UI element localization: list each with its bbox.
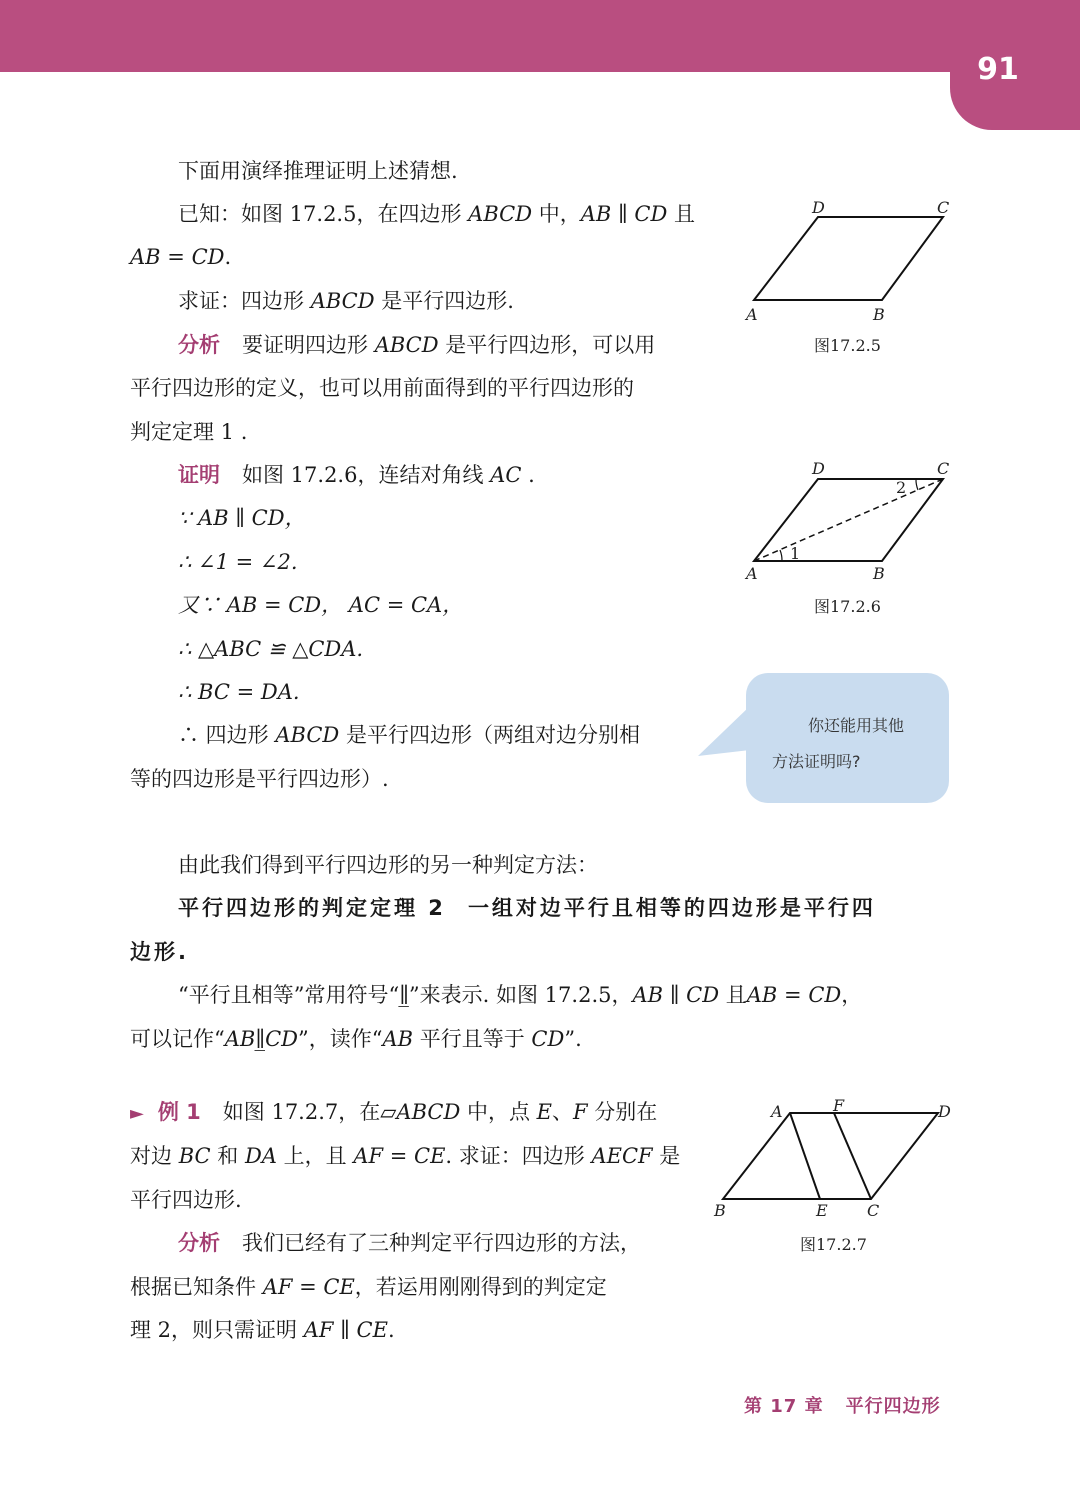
theorem-2-line: 平行四边形的判定定理 2 一组对边平行且相等的四边形是平行四 xyxy=(178,896,876,920)
caption-17-2-7: 图17.2.7 xyxy=(800,1235,867,1254)
caption-17-2-6: 图17.2.6 xyxy=(814,597,881,616)
label-A: A xyxy=(746,305,758,324)
segment-ae xyxy=(790,1113,820,1199)
chapter-title: 平行四边形 xyxy=(845,1396,941,1417)
proof-heading-line: 证明 如图 17.2.6，连结对角线 AC . xyxy=(178,463,535,487)
parallel-equal-symbol: ∥̲ xyxy=(399,983,409,1007)
label-D: D xyxy=(938,1102,951,1121)
figure-17-2-6 xyxy=(730,455,970,590)
proof-label: 证明 xyxy=(178,463,220,487)
angle-arc-1 xyxy=(780,550,782,561)
parallelogram-abcd xyxy=(754,217,943,300)
page-number-tab xyxy=(950,0,1080,130)
label-E: E xyxy=(816,1201,828,1220)
example-marker: ► xyxy=(130,1103,144,1124)
prove-line: 求证：四边形 ABCD 是平行四边形. xyxy=(178,289,514,313)
example-analysis-line-3: 理 2，则只需证明 AF ∥ CE. xyxy=(130,1318,395,1342)
figure-17-2-7 xyxy=(705,1095,965,1225)
example-1-label: 例 1 xyxy=(157,1100,201,1124)
bubble-line-2: 方法证明吗? xyxy=(772,752,861,771)
analysis-line-2: 平行四边形的定义，也可以用前面得到的平行四边形的 xyxy=(130,376,634,400)
intro-line: 下面用演绎推理证明上述猜想. xyxy=(178,159,458,183)
analysis-label: 分析 xyxy=(178,333,220,357)
label-D: D xyxy=(812,459,825,478)
hint-bubble xyxy=(746,673,949,803)
theorem-2-line-2: 边形. xyxy=(130,940,189,964)
proof-step-2: ∴ ∠1 = ∠2. xyxy=(178,550,298,574)
label-angle-1: 1 xyxy=(790,544,801,563)
analysis-line-3: 判定定理 1 . xyxy=(130,420,248,444)
proof-step-6: ∴ 四边形 ABCD 是平行四边形（两组对边分别相 xyxy=(178,723,640,747)
analysis-label: 分析 xyxy=(178,1231,220,1255)
label-angle-2: 2 xyxy=(896,478,907,497)
proof-step-6-cont: 等的四边形是平行四边形）. xyxy=(130,767,389,791)
given-line-2: AB = CD. xyxy=(130,245,232,269)
proof-step-4: ∴ △ABC ≌ △CDA. xyxy=(178,637,364,661)
figure-17-2-5 xyxy=(730,195,970,330)
angle-arc-2 xyxy=(916,479,918,490)
chapter-number: 第 17 章 xyxy=(744,1396,824,1417)
label-D: D xyxy=(812,198,825,217)
analysis-line: 分析 要证明四边形 ABCD 是平行四边形，可以用 xyxy=(178,333,656,357)
example-analysis-line: 分析 我们已经有了三种判定平行四边形的方法， xyxy=(178,1231,641,1255)
caption-17-2-5: 图17.2.5 xyxy=(814,336,881,355)
theorem-intro: 由此我们得到平行四边形的另一种判定方法： xyxy=(178,853,598,877)
parallel-equal-symbol: ∥̲ xyxy=(255,1027,266,1051)
label-A: A xyxy=(771,1102,783,1121)
label-C: C xyxy=(937,459,950,478)
example-1-line-3: 平行四边形. xyxy=(130,1188,242,1212)
label-B: B xyxy=(873,305,885,324)
parallelogram-abcd xyxy=(723,1113,938,1199)
label-B: B xyxy=(714,1201,726,1220)
example-analysis-line-2: 根据已知条件 AF = CE，若运用刚刚得到的判定定 xyxy=(130,1275,607,1299)
label-F: F xyxy=(833,1096,845,1115)
given-line: 已知：如图 17.2.5，在四边形 ABCD 中，AB ∥ CD 且 xyxy=(178,202,696,226)
example-1-line-2: 对边 BC 和 DA 上，且 AF = CE. 求证：四边形 AECF 是 xyxy=(130,1144,681,1168)
label-C: C xyxy=(937,198,950,217)
label-C: C xyxy=(867,1201,880,1220)
proof-step-1: ∵ AB ∥ CD， xyxy=(178,506,306,530)
proof-step-3: 又∵ AB = CD， AC = CA， xyxy=(178,593,464,617)
page-number: 91 xyxy=(977,52,1019,87)
symbol-explain-line: “平行且相等”常用符号“∥̲”来表示. 如图 17.2.5，AB ∥ CD 且AB = CD， xyxy=(178,983,863,1007)
theorem-2-title: 平行四边形的判定定理 2 xyxy=(178,896,446,920)
label-A: A xyxy=(746,564,758,583)
bubble-line-1: 你还能用其他 xyxy=(808,716,905,735)
segment-fc xyxy=(834,1113,871,1199)
example-1-line: ► 例 1 如图 17.2.7，在▱ABCD 中，点 E、F 分别在 xyxy=(130,1100,658,1124)
header-band xyxy=(0,0,1080,72)
label-B: B xyxy=(873,564,885,583)
proof-step-5: ∴ BC = DA. xyxy=(178,680,300,704)
chapter-footer xyxy=(744,1392,941,1418)
symbol-explain-line-2: 可以记作“AB∥̲CD”，读作“AB 平行且等于 CD”. xyxy=(130,1027,582,1051)
diagonal-ac xyxy=(754,479,943,561)
